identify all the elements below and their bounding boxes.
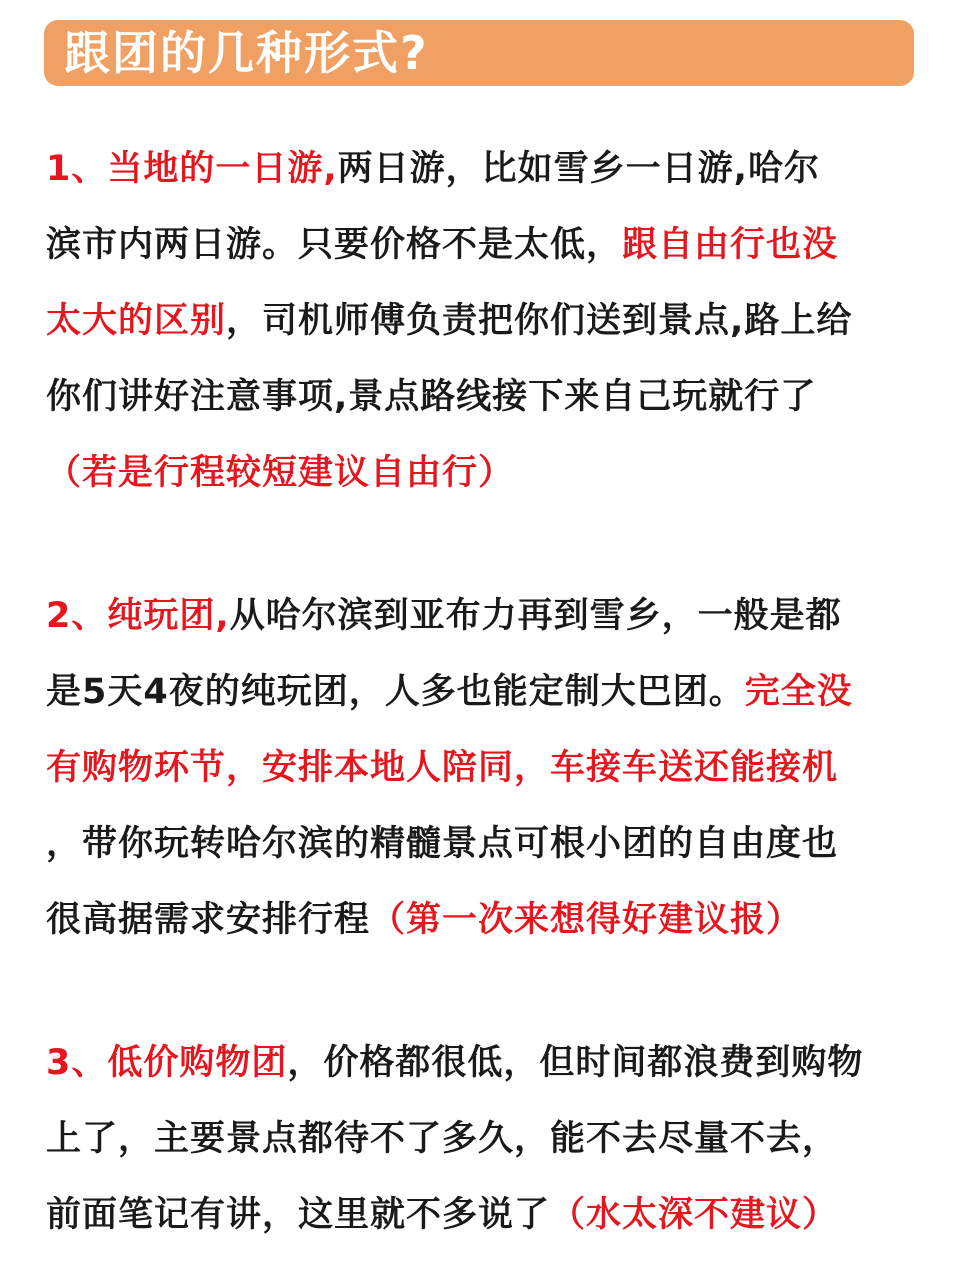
text-line — [46, 578, 926, 654]
body-text: ，带你玩转哈尔滨的精髓景点可根小团的自由度也 — [46, 824, 839, 864]
body-text: 两日游，比如雪乡一日游,哈尔 — [337, 149, 820, 189]
text-line — [46, 283, 926, 359]
body-text: ，司机师傅负责把你们送到景点,路上给 — [226, 301, 853, 341]
highlight-text: 太大的区别 — [46, 301, 227, 341]
text-line — [46, 882, 926, 958]
body-text: 从哈尔滨到亚布力再到雪乡，一般是都 — [229, 596, 842, 636]
body-text: 是5天4夜的纯玩团，人多也能定制大巴团。 — [46, 672, 745, 712]
text-line — [46, 1177, 926, 1253]
highlight-text: 跟自由行也没 — [622, 225, 839, 265]
body-text: ，价格都很低，但时间都浪费到购物 — [287, 1043, 864, 1083]
highlight-text: 完全没 — [744, 672, 853, 712]
text-line — [46, 359, 926, 435]
text-line — [46, 435, 926, 511]
highlight-text: （水太深不建议） — [550, 1195, 839, 1235]
body-text: 很高据需求安排行程 — [46, 900, 371, 940]
text-line — [46, 131, 926, 207]
highlight-text: 3、低价购物团 — [46, 1043, 288, 1083]
highlight-text: 1、当地的一日游, — [46, 149, 338, 189]
title-banner — [44, 20, 914, 86]
text-line — [46, 730, 926, 806]
page-title: 跟团的几种形式? — [64, 26, 429, 80]
section-shopping-tour — [46, 1025, 926, 1253]
body-text: 上了，主要景点都待不了多久，能不去尽量不去， — [46, 1119, 839, 1159]
text-line — [46, 806, 926, 882]
text-line — [46, 207, 926, 283]
text-line — [46, 1025, 926, 1101]
body-text: 滨市内两日游。只要价格不是太低， — [46, 225, 623, 265]
text-line — [46, 1101, 926, 1177]
text-line — [46, 654, 926, 730]
section-day-tour — [46, 131, 926, 511]
highlight-text: 2、纯玩团, — [46, 596, 230, 636]
body-text: 前面笔记有讲，这里就不多说了 — [46, 1195, 551, 1235]
highlight-text: 有购物环节，安排本地人陪同，车接车送还能接机 — [46, 748, 839, 788]
body-text: 你们讲好注意事项,景点路线接下来自己玩就行了 — [46, 377, 817, 417]
highlight-text: （第一次来想得好建议报） — [370, 900, 803, 940]
highlight-text: （若是行程较短建议自由行） — [46, 453, 515, 493]
section-pure-tour — [46, 578, 926, 958]
